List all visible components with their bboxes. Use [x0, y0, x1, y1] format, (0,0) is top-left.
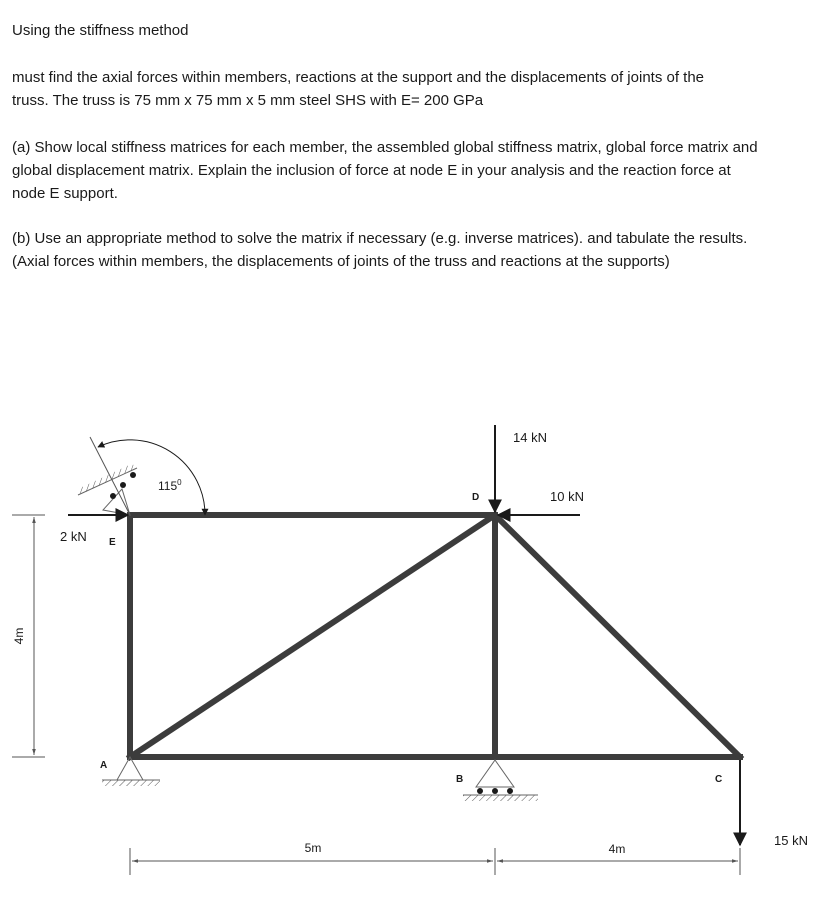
- load-e-label: 2 kN: [60, 529, 87, 544]
- truss-members: [130, 515, 740, 757]
- part-a-line-2: global displacement matrix. Explain the inclusion of force at node E in your analysis and the reaction force at: [12, 162, 731, 179]
- node-label-b: B: [456, 774, 464, 785]
- load-d-vertical-label: 14 kN: [513, 430, 547, 445]
- node-label-c: C: [715, 774, 723, 785]
- intro-line-2: truss. The truss is 75 mm x 75 mm x 5 mm steel SHS with E= 200 GPa: [12, 92, 484, 109]
- part-a-line-1: (a) Show local stiffness matrices for each member, the assembled global stiffness matrix, global force matrix and: [12, 139, 758, 156]
- dimension-ab-label: 5m: [304, 841, 322, 855]
- pin-support-a: [102, 757, 160, 786]
- title-line: Using the stiffness method: [12, 22, 189, 39]
- load-d-horizontal-label: 10 kN: [550, 489, 584, 504]
- roller-support-b: [463, 760, 538, 801]
- part-b-line-1: (b) Use an appropriate method to solve the matrix if necessary (e.g. inverse matrices). and tabulate the results.: [12, 230, 748, 247]
- dimension-span: [130, 841, 740, 875]
- part-b-line-2: (Axial forces within members, the displacements of joints of the truss and reactions at the supports): [12, 253, 670, 270]
- node-label-a: A: [100, 760, 108, 771]
- inclined-roller-support-e: [78, 437, 137, 515]
- degree-superscript: 0: [177, 478, 182, 487]
- member-ad: [130, 515, 495, 757]
- dimension-bc-label: 4m: [608, 842, 626, 856]
- angle-label: $115^0$: [158, 478, 182, 493]
- part-a-line-3: node E support.: [12, 185, 118, 202]
- node-label-e: E: [109, 537, 116, 548]
- support-axis-line: [90, 437, 130, 515]
- dimension-height-label: 4m: [12, 627, 26, 645]
- dimension-height: [12, 515, 45, 757]
- member-dc: [495, 515, 740, 757]
- intro-line-1: must find the axial forces within members, reactions at the support and the displacements of joints of the: [12, 69, 705, 86]
- node-label-d: D: [472, 492, 480, 503]
- load-c-label: 15 kN: [774, 833, 808, 848]
